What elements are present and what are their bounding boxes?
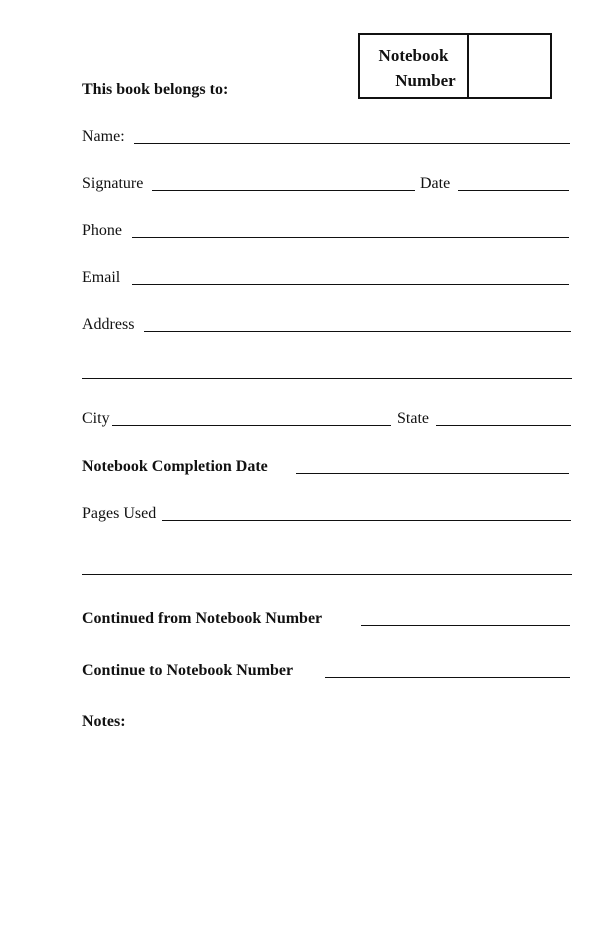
signature-label: Signature — [82, 175, 144, 192]
address-label: Address — [82, 316, 135, 333]
continued-from-field[interactable] — [361, 625, 570, 626]
completion-date-label: Notebook Completion Date — [82, 458, 268, 475]
date-field[interactable] — [458, 190, 569, 191]
notebook-number-label-line2: Number — [395, 71, 456, 90]
notes-label: Notes: — [82, 713, 126, 730]
phone-label: Phone — [82, 222, 122, 239]
notes-area[interactable] — [82, 738, 572, 898]
address-field-line1[interactable] — [144, 331, 571, 332]
notebook-number-label — [360, 43, 467, 93]
continued-from-label: Continued from Notebook Number — [82, 610, 323, 627]
notebook-number-field[interactable] — [469, 35, 550, 97]
signature-field[interactable] — [152, 190, 415, 191]
state-label: State — [397, 410, 429, 427]
continue-to-field[interactable] — [325, 677, 570, 678]
pages-used-label: Pages Used — [82, 505, 157, 522]
date-label: Date — [420, 175, 451, 192]
notebook-number-label-line1: Notebook — [378, 46, 449, 65]
email-label: Email — [82, 269, 121, 286]
pages-used-field-line1[interactable] — [162, 520, 571, 521]
completion-date-field[interactable] — [296, 473, 569, 474]
name-label: Name: — [82, 128, 125, 145]
belongs-to-heading: This book belongs to: — [82, 81, 229, 98]
notebook-number-box — [358, 33, 552, 99]
city-label: City — [82, 410, 110, 427]
state-field[interactable] — [436, 425, 571, 426]
email-field[interactable] — [132, 284, 569, 285]
address-field-line2[interactable] — [82, 378, 572, 379]
phone-field[interactable] — [132, 237, 569, 238]
continue-to-label: Continue to Notebook Number — [82, 662, 294, 679]
city-field[interactable] — [112, 425, 391, 426]
pages-used-field-line2[interactable] — [82, 574, 572, 575]
name-field[interactable] — [134, 143, 570, 144]
